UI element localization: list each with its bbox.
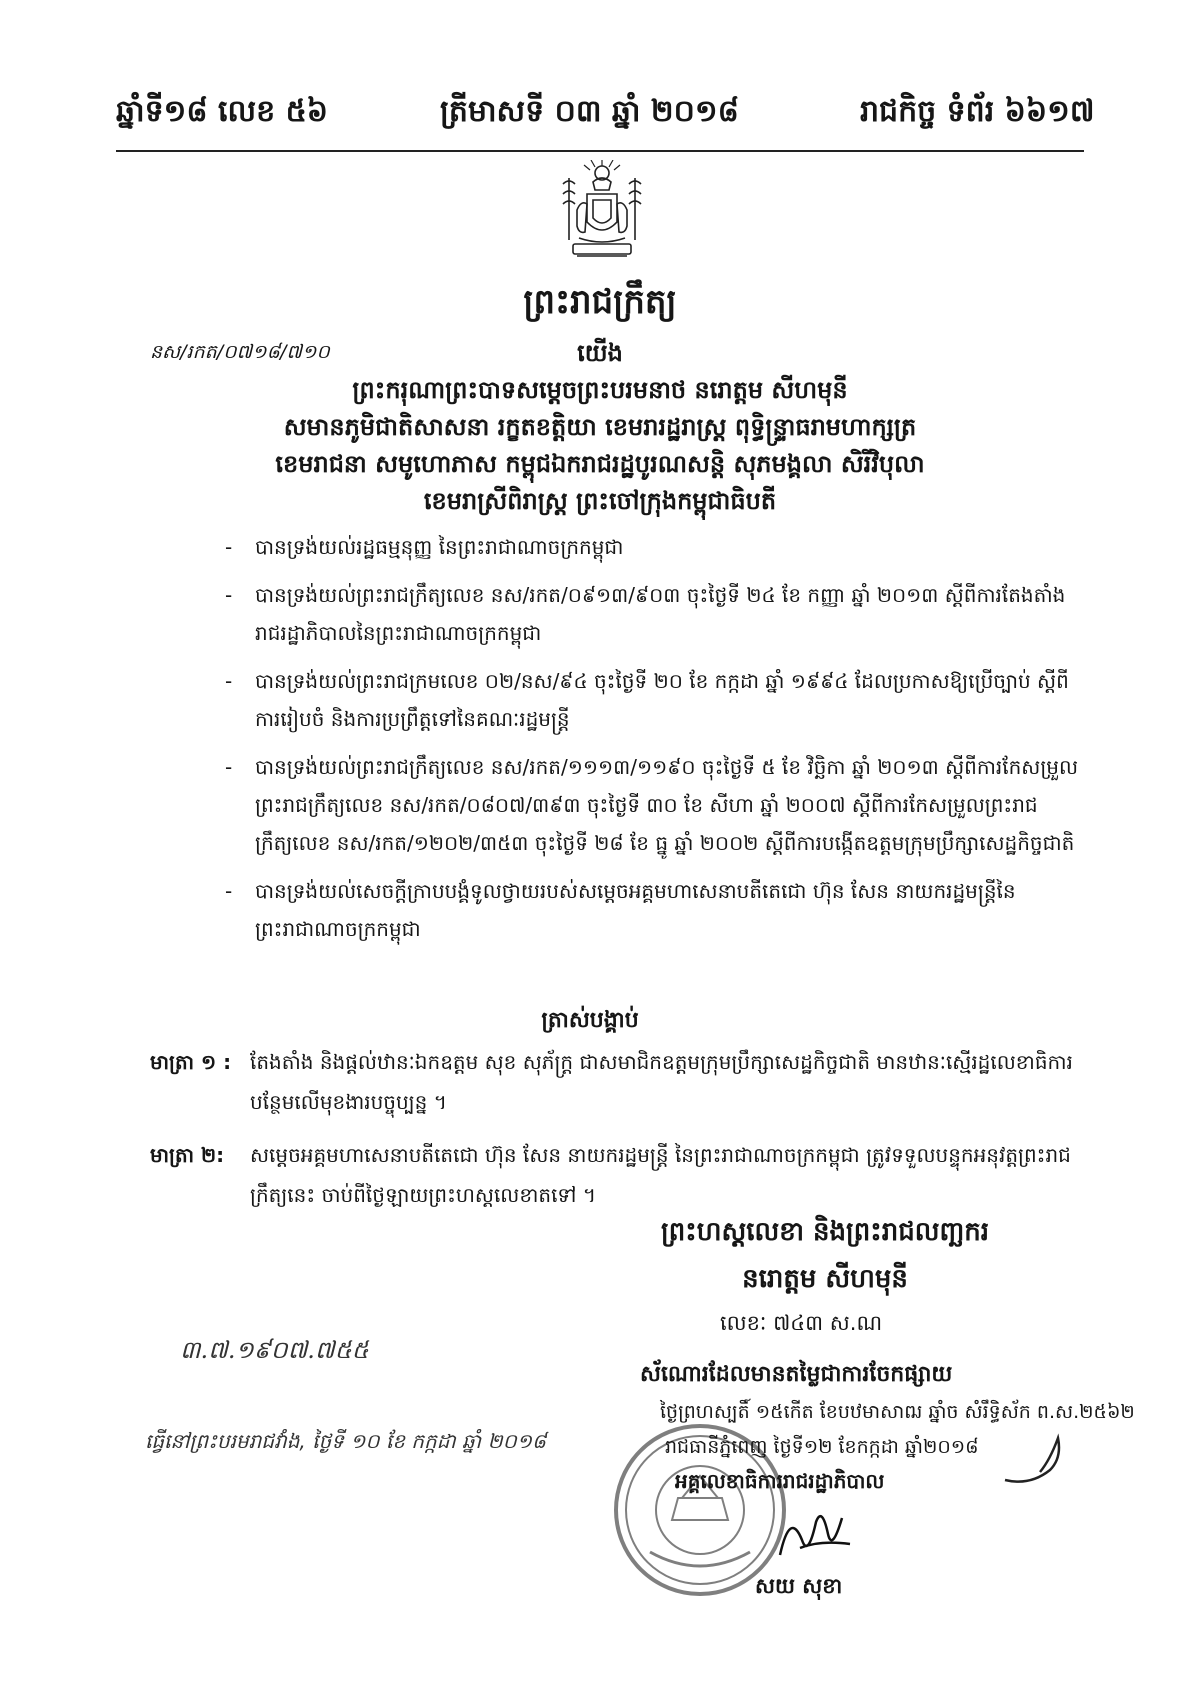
list-dash: -	[225, 669, 233, 693]
gazette-page-number: រាជកិច្ច ទំព័រ ៦៦១៧	[860, 94, 1095, 129]
article-2	[150, 1135, 1085, 1215]
certified-copy-label: ស័ណោរដែលមានតម្លៃជាការចែកផ្សាយ	[640, 1362, 953, 1387]
considerations-list	[225, 528, 1085, 958]
we-heading: យើង	[577, 339, 623, 367]
royal-titles	[200, 372, 1000, 520]
header-divider	[116, 150, 1084, 152]
gazette-quarter: ត្រីមាសទី ០៣ ឆ្នាំ ២០១៨	[440, 94, 739, 129]
consideration-item	[225, 662, 1085, 738]
sender-name: សយ សុខា	[755, 1574, 843, 1598]
decree-heading: ត្រាស់បង្គាប់	[541, 1008, 639, 1033]
list-dash: -	[225, 879, 233, 903]
handwritten-registration: ៣.៧.១៩០៧.៧៥៥	[180, 1336, 369, 1364]
article-1	[150, 1042, 1085, 1122]
list-dash: -	[225, 583, 233, 607]
royal-arms-icon	[555, 160, 650, 265]
list-dash: -	[225, 535, 233, 559]
article-label: មាត្រា ១ :	[150, 1050, 232, 1074]
gazette-year-issue: ឆ្នាំទី១៨ លេខ ៥៦	[116, 94, 329, 129]
consideration-item	[225, 528, 1085, 566]
consideration-item	[225, 748, 1085, 862]
done-at-palace-date: ធ្វើនៅព្រះបរមរាជវាំង, ថ្ងៃទី ១០ ខែ កក្កដា ឆ្នាំ ២០១៨	[145, 1429, 547, 1453]
royal-title-line: ព្រះករុណាព្រះបាទសម្តេចព្រះបរមនាថ នរោត្តម សីហមុនី	[352, 376, 848, 404]
consideration-item	[225, 872, 1085, 948]
list-dash: -	[225, 755, 233, 779]
consideration-text: បានទ្រង់យល់សេចក្តីក្រាបបង្គំទូលថ្វាយរបស់សម្តេចអគ្គមហាសេនាបតីតេជោ ហ៊ុន សែន នាយករដ្ឋមន្ត្រីនៃព្រះរាជាណាចក្រកម្ពុជា	[255, 879, 1016, 941]
consideration-text: បានទ្រង់យល់ព្រះរាជក្រមលេខ ០២/នស/៩៤ ចុះថ្ងៃទី ២០ ខែ កក្កដា ឆ្នាំ ១៩៩៤ ដែលប្រកាសឱ្យប្រើច្បាប់ ស្តីពីការរៀបចំ និងការប្រព្រឹត្តទៅនៃគណៈរដ្ឋមន្ត្រី	[255, 669, 1069, 731]
handwritten-signature-icon	[770, 1500, 860, 1570]
consideration-text: បានទ្រង់យល់ព្រះរាជក្រឹត្យលេខ នស/រកត/០៩១៣/៩០៣ ចុះថ្ងៃទី ២៤ ខែ កញ្ញា ឆ្នាំ ២០១៣ ស្តីពីការតែងតាំងរាជរដ្ឋាភិបាលនៃព្រះរាជាណាចក្រកម្ពុជា	[255, 583, 1066, 645]
phnom-penh-date: រាជធានីភ្នំពេញ ថ្ងៃទី១២ ខែកក្កដា ឆ្នាំ២០១៨	[665, 1436, 979, 1458]
article-text: សម្តេចអគ្គមហាសេនាបតីតេជោ ហ៊ុន សែន នាយករដ្ឋមន្ត្រី នៃព្រះរាជាណាចក្រកម្ពុជា ត្រូវទទួលបន្ទុកអនុវត្តព្រះរាជក្រឹត្យនេះ ចាប់ពីថ្ងៃឡាយព្រះហស្តលេខាតទៅ ។	[250, 1143, 1071, 1207]
royal-title-line: ខេមរាស្រីពិរាស្ត្រ ព្រះចៅក្រុងកម្ពុជាធិបតី	[423, 487, 777, 515]
signature-flourish-icon	[1000, 1430, 1070, 1490]
royal-title-line: ខេមរាជនា សមូហោភាស កម្ពុជឯករាជរដ្ឋបូរណសន្តិ សុភមង្គលា សិរីវិបុលា	[275, 450, 925, 478]
consideration-text: បានទ្រង់យល់រដ្ឋធម្មនុញ្ញ នៃព្រះរាជាណាចក្រកម្ពុជា	[255, 535, 624, 559]
signature-number: លេខៈ ៧៤៣ ស.ណ	[720, 1311, 883, 1335]
article-label: មាត្រា ២:	[150, 1143, 225, 1167]
consideration-text: បានទ្រង់យល់ព្រះរាជក្រឹត្យលេខ នស/រកត/១១១៣/១១៩០ ចុះថ្ងៃទី ៥ ខែ វិច្ឆិកា ឆ្នាំ ២០១៣ ស្តីពីការកែសម្រួលព្រះរាជក្រឹត្យលេខ នស/រកត/០៨០៧/៣៩៣ ចុះថ្ងៃទី ៣០ ខែ សីហា ឆ្នាំ ២០០៧ ស្តីពីការកែសម្រួលព្រះរាជក្រឹត្យលេខ នស/រកត/១២០២/៣៥៣ ចុះថ្ងៃទី ២៨ ខែ ធ្នូ ឆ្នាំ ២០០២ ស្តីពីការបង្កើតឧត្តមក្រុមប្រឹក្សាសេដ្ឋកិច្ចជាតិ	[255, 755, 1079, 855]
decree-reference-number: នស/រកត/០៧១៨/៧១០	[150, 341, 330, 363]
secretary-general-title: អគ្គលេខាធិការរាជរដ្ឋាភិបាល	[675, 1469, 885, 1493]
lunar-date: ថ្ងៃព្រហស្បតិ៍ ១៥កើត ខែបឋមាសាឍ ឆ្នាំច សំរឹទ្ធិស័ក ព.ស.២៥៦២	[660, 1401, 1135, 1423]
royal-title-line: សមានភូមិជាតិសាសនា រក្ខតខត្តិយា ខេមរារដ្ឋរាស្ត្រ ពុទ្ធិន្ទ្រាធរាមហាក្សត្រ	[283, 413, 917, 441]
consideration-item	[225, 576, 1085, 652]
article-text: តែងតាំង និងផ្តល់ឋានៈឯកឧត្តម សុខ សុភ័ក្ត្រ ជាសមាជិកឧត្តមក្រុមប្រឹក្សាសេដ្ឋកិច្ចជាតិ មានឋានៈស្មើរដ្ឋលេខាធិការ បន្ថែមលើមុខងារបច្ចុប្បន្ន ។	[250, 1050, 1073, 1114]
document-title: ព្រះរាជក្រឹត្យ	[523, 282, 677, 322]
royal-signatory-name: នរោត្តម សីហមុនី	[742, 1264, 908, 1294]
royal-signature-title: ព្រះហស្តលេខា និងព្រះរាជលញ្ឆករ	[661, 1217, 989, 1247]
